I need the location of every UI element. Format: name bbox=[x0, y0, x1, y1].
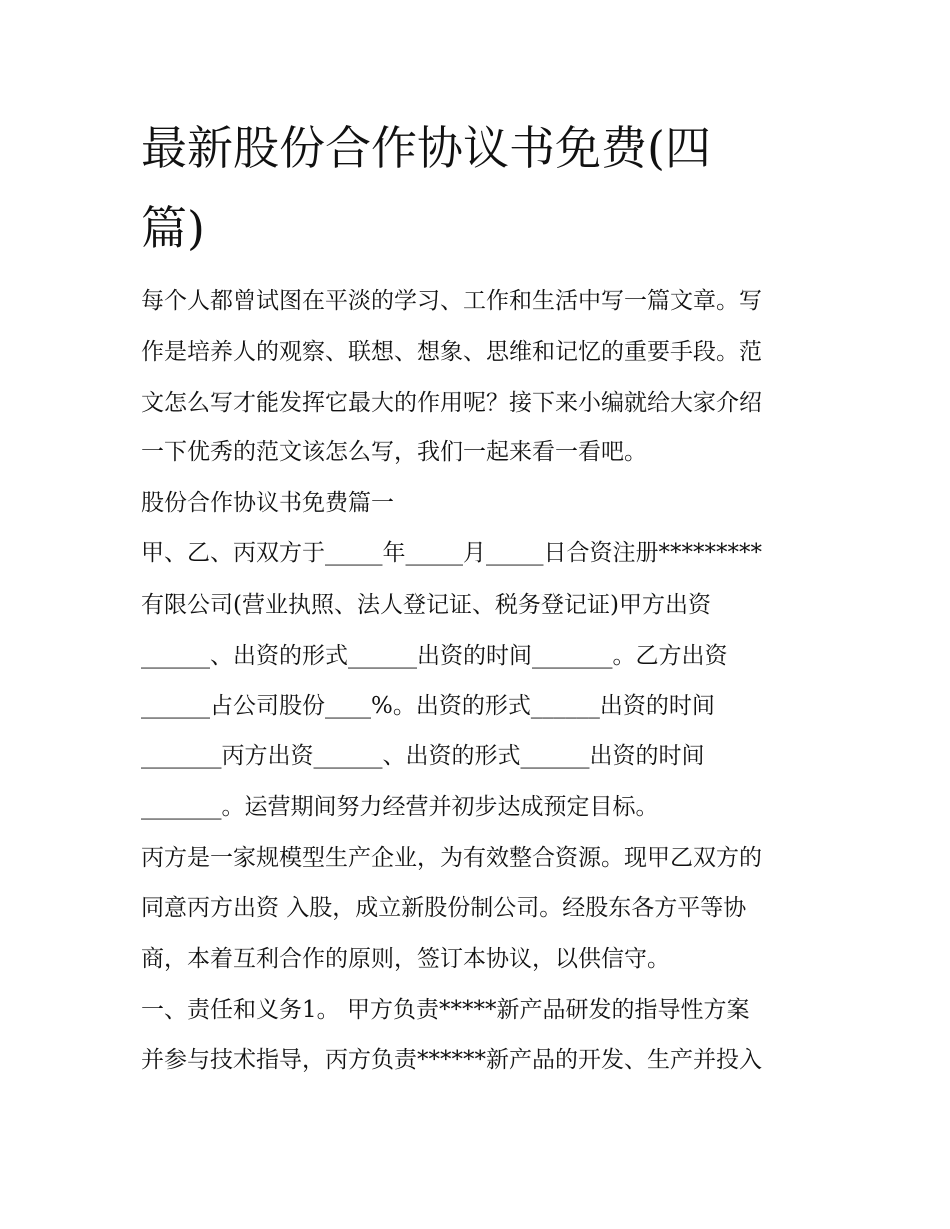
body-line: _______丙方出资______、出资的形式______出资的时间 bbox=[141, 743, 705, 769]
section-heading: 股份合作协议书免费篇一 bbox=[141, 490, 394, 516]
body-line: ______、出资的形式______出资的时间_______。乙方出资 bbox=[141, 643, 728, 669]
body-line: 甲、乙、丙双方于_____年_____月_____日合资注册********* bbox=[141, 540, 762, 566]
body-line: 同意丙方出资 入股，成立新股份制公司。经股东各方平等协 bbox=[141, 895, 747, 921]
body-line: _______。运营期间努力经营并初步达成预定目标。 bbox=[141, 794, 659, 820]
body-line: 并参与技术指导，丙方负责******新产品的开发、生产并投入 bbox=[141, 1047, 762, 1073]
body-line: ______占公司股份____%。出资的形式______出资的时间 bbox=[141, 693, 715, 719]
body-line: 作是培养人的观察、联想、想象、思维和记忆的重要手段。范 bbox=[141, 339, 762, 365]
body-line: 丙方是一家规模型生产企业，为有效整合资源。现甲乙双方的 bbox=[141, 845, 762, 871]
body-line: 商，本着互利合作的原则，签订本协议，以供信守。 bbox=[141, 946, 670, 972]
body-line: 一、责任和义务1。 甲方负责*****新产品研发的指导性方案 bbox=[141, 997, 750, 1023]
body-line: 有限公司(营业执照、法人登记证、税务登记证)甲方出资 bbox=[141, 592, 711, 618]
body-line: 一下优秀的范文该怎么写，我们一起来看一看吧。 bbox=[141, 439, 647, 465]
body-line: 文怎么写才能发挥它最大的作用呢？接下来小编就给大家介绍 bbox=[141, 390, 762, 416]
title-line-2: 篇) bbox=[141, 201, 205, 255]
title-line-1: 最新股份合作协议书免费(四 bbox=[141, 121, 711, 175]
document-title bbox=[141, 108, 821, 268]
body-line: 每个人都曾试图在平淡的学习、工作和生活中写一篇文章。写 bbox=[141, 288, 762, 314]
